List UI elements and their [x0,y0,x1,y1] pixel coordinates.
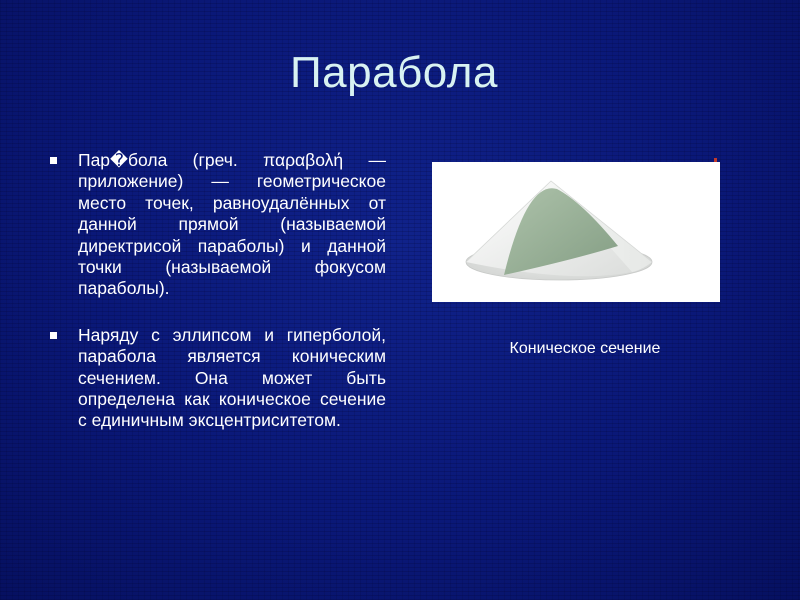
square-bullet-icon [50,157,57,164]
cone-section-image [432,162,720,302]
bullet-list [48,150,386,432]
figure-caption: Коническое сечение [509,340,661,357]
bullet-item-conic [48,325,386,432]
cone-section-illustration [432,162,720,302]
red-mark [714,158,717,162]
bullet-text: Наряду с эллипсом и гиперболой, парабола является коническим сечением. Она может быть определена как коническое сечение с единичным эксцентриситетом. [78,324,386,431]
square-bullet-icon [50,332,57,339]
bullet-item-definition [48,150,386,300]
bullet-text: Пар�бола (греч. παραβολή — приложение) — геометрическое место точек, равноудалённых от данной прямой (называемой директрисой параболы) и данной точки (называемой фокусом параболы). [78,150,386,299]
slide-title: Парабола [290,48,498,97]
